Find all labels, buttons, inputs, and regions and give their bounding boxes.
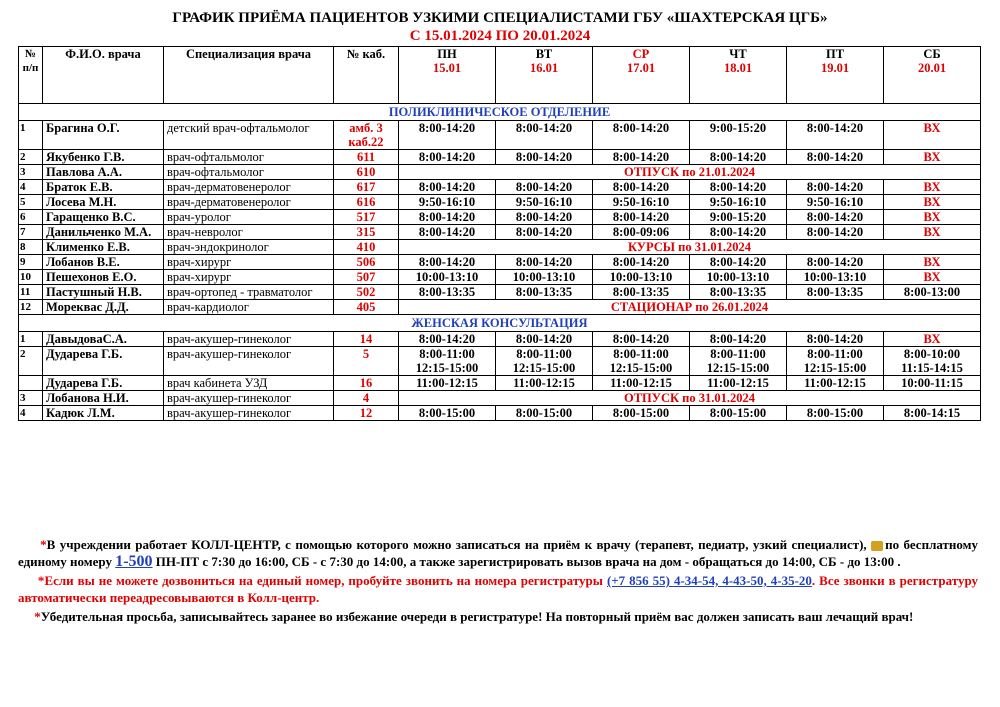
doctor-name: Пешехонов Е.О. xyxy=(43,270,164,285)
table-row xyxy=(19,150,981,165)
note-registry: *Если вы не можете дозвониться на единый номер, пробуйте звонить на номера регистратуры (+7 856 55) 4-34-54, 4-43-50, 4-35-20. Все звонки в регистратуру автоматически переадресовываются в Колл-центр. xyxy=(18,573,979,605)
schedule-cell: 8:00-11:00 12:15-15:00 xyxy=(496,347,593,376)
schedule-cell: 8:00-14:20 xyxy=(496,150,593,165)
schedule-cell: 8:00-14:20 xyxy=(399,210,496,225)
header-day-thu: ЧТ 18.01 xyxy=(690,47,787,104)
schedule-cell: 8:00-14:20 xyxy=(496,210,593,225)
schedule-cell: 10:00-13:10 xyxy=(496,270,593,285)
specialization: врач-акушер-гинеколог xyxy=(164,332,334,347)
row-number: 8 xyxy=(19,240,43,255)
schedule-cell: 8:00-14:20 xyxy=(593,121,690,150)
schedule-cell: 8:00-14:20 xyxy=(787,332,884,347)
schedule-cell: 8:00-14:20 xyxy=(593,150,690,165)
header-cab: № каб. xyxy=(334,47,399,104)
schedule-cell: 8:00-14:20 xyxy=(593,255,690,270)
header-day-mon: ПН 15.01 xyxy=(399,47,496,104)
schedule-cell: 9:50-16:10 xyxy=(496,195,593,210)
row-number: 12 xyxy=(19,300,43,315)
date-range: С 15.01.2024 ПО 20.01.2024 xyxy=(409,28,591,44)
doctor-name: Браток Е.В. xyxy=(43,180,164,195)
schedule-cell: 9:00-15:20 xyxy=(690,121,787,150)
schedule-cell: ВХ xyxy=(884,180,981,195)
schedule-cell: ВХ xyxy=(884,270,981,285)
specialization: врач-уролог xyxy=(164,210,334,225)
schedule-cell: 8:00-14:20 xyxy=(496,225,593,240)
specialization: врач-офтальмолог xyxy=(164,165,334,180)
schedule-cell: 9:50-16:10 xyxy=(690,195,787,210)
specialization: детский врач-офтальмолог xyxy=(164,121,334,150)
schedule-cell: 11:00-12:15 xyxy=(690,376,787,391)
row-number: 3 xyxy=(19,391,43,406)
schedule-cell: 10:00-13:10 xyxy=(787,270,884,285)
schedule-cell: 8:00-14:20 xyxy=(690,332,787,347)
schedule-cell: 8:00-11:00 12:15-15:00 xyxy=(690,347,787,376)
cabinet-number: 616 xyxy=(334,195,399,210)
schedule-cell: 8:00-15:00 xyxy=(690,406,787,421)
notes xyxy=(18,536,978,627)
note-call-center: *В учреждении работает КОЛЛ-ЦЕНТР, с помощью которого можно записаться на приём к врачу (терапевт, педиатр, узкий специалист), по бесплатному единому номеру 1-500 ПН-ПТ с 7:30 до 16:00, СБ - с 7:30 до 14:00, а также зарегистрировать вызов врача на дом - обращаться до 14:00, СБ - до 13:00 . xyxy=(18,537,979,570)
call-center-number[interactable]: 1-500 xyxy=(115,553,153,570)
schedule-cell: ВХ xyxy=(884,195,981,210)
schedule-cell: ВХ xyxy=(884,255,981,270)
row-number: 5 xyxy=(19,195,43,210)
schedule-cell: 8:00-14:20 xyxy=(593,332,690,347)
specialization: врач-акушер-гинеколог xyxy=(164,391,334,406)
section-title: ПОЛИКЛИНИЧЕСКОЕ ОТДЕЛЕНИЕ xyxy=(19,104,981,121)
cabinet-number: 507 xyxy=(334,270,399,285)
schedule-cell: 9:50-16:10 xyxy=(593,195,690,210)
section-row xyxy=(19,104,981,121)
cabinet-number: 4 xyxy=(334,391,399,406)
cabinet-number: 410 xyxy=(334,240,399,255)
schedule-cell: 10:00-13:10 xyxy=(690,270,787,285)
doctor-name: Павлова А.А. xyxy=(43,165,164,180)
header-day-tue: ВТ 16.01 xyxy=(496,47,593,104)
schedule-cell: 8:00-15:00 xyxy=(593,406,690,421)
schedule-cell: 8:00-14:20 xyxy=(787,255,884,270)
cabinet-number: 506 xyxy=(334,255,399,270)
table-row xyxy=(19,376,981,391)
schedule-cell: 8:00-14:20 xyxy=(690,225,787,240)
doctor-name: Дударева Г.Б. xyxy=(43,376,164,391)
schedule-cell: 8:00-14:20 xyxy=(399,121,496,150)
table-row xyxy=(19,332,981,347)
schedule-cell: 8:00-13:00 xyxy=(884,285,981,300)
schedule-cell: 8:00-14:20 xyxy=(787,210,884,225)
schedule-cell: 8:00-11:00 12:15-15:00 xyxy=(593,347,690,376)
schedule-cell: 9:50-16:10 xyxy=(787,195,884,210)
table-row xyxy=(19,300,981,315)
cabinet-number: 611 xyxy=(334,150,399,165)
schedule-cell: 8:00-13:35 xyxy=(690,285,787,300)
cabinet-number: 16 xyxy=(334,376,399,391)
specialization: врач-кардиолог xyxy=(164,300,334,315)
schedule-cell: 8:00-14:20 xyxy=(496,332,593,347)
schedule-cell: 8:00-14:20 xyxy=(690,150,787,165)
note-request: *Убедительная просьба, записывайтесь заранее во избежание очереди в регистратуре! На повторный приём вас должен записать ваш лечащий врач! xyxy=(34,609,914,624)
doctor-name: Якубенко Г.В. xyxy=(43,150,164,165)
status-note: КУРСЫ по 31.01.2024 xyxy=(399,240,981,255)
schedule-cell: 8:00-14:20 xyxy=(399,332,496,347)
schedule-cell: 8:00-13:35 xyxy=(399,285,496,300)
doctor-name: Клименко Е.В. xyxy=(43,240,164,255)
schedule-cell: ВХ xyxy=(884,121,981,150)
schedule-cell: ВХ xyxy=(884,210,981,225)
doctor-name: Брагина О.Г. xyxy=(43,121,164,150)
status-note: ОТПУСК по 31.01.2024 xyxy=(399,391,981,406)
table-row xyxy=(19,165,981,180)
schedule-cell: 8:00-14:20 xyxy=(496,121,593,150)
cabinet-number: 5 xyxy=(334,347,399,376)
table-row xyxy=(19,255,981,270)
schedule-cell: 8:00-13:35 xyxy=(787,285,884,300)
schedule-cell: 10:00-11:15 xyxy=(884,376,981,391)
row-number: 10 xyxy=(19,270,43,285)
cabinet-number: 315 xyxy=(334,225,399,240)
table-row xyxy=(19,180,981,195)
schedule-cell: ВХ xyxy=(884,332,981,347)
schedule-cell: 8:00-14:20 xyxy=(690,255,787,270)
doctor-name: Лобанов В.Е. xyxy=(43,255,164,270)
schedule-cell: 8:00-14:20 xyxy=(399,255,496,270)
row-number: 4 xyxy=(19,406,43,421)
doctor-name: Лобанова Н.И. xyxy=(43,391,164,406)
header-day-sat: СБ 20.01 xyxy=(884,47,981,104)
schedule-cell: 8:00-10:00 11:15-14:15 xyxy=(884,347,981,376)
schedule-cell: 8:00-14:20 xyxy=(787,180,884,195)
schedule-cell: 8:00-11:00 12:15-15:00 xyxy=(399,347,496,376)
header-day-fri: ПТ 19.01 xyxy=(787,47,884,104)
schedule-table xyxy=(18,46,981,421)
schedule-cell: 10:00-13:10 xyxy=(593,270,690,285)
cabinet-number: амб. 3 каб.22 xyxy=(334,121,399,150)
schedule-cell: ВХ xyxy=(884,225,981,240)
schedule-cell: 8:00-14:20 xyxy=(496,255,593,270)
cabinet-number: 12 xyxy=(334,406,399,421)
schedule-cell: 8:00-15:00 xyxy=(787,406,884,421)
row-number: 1 xyxy=(19,332,43,347)
row-number: 7 xyxy=(19,225,43,240)
section-title: ЖЕНСКАЯ КОНСУЛЬТАЦИЯ xyxy=(19,315,981,332)
table-row xyxy=(19,270,981,285)
schedule-cell: 8:00-14:20 xyxy=(399,180,496,195)
schedule-cell: 11:00-12:15 xyxy=(787,376,884,391)
schedule-cell: 8:00-14:20 xyxy=(399,225,496,240)
table-row xyxy=(19,391,981,406)
specialization: врач-невролог xyxy=(164,225,334,240)
schedule-cell: 9:50-16:10 xyxy=(399,195,496,210)
table-row xyxy=(19,210,981,225)
schedule-cell: 8:00-09:06 xyxy=(593,225,690,240)
cabinet-number: 610 xyxy=(334,165,399,180)
specialization: врач кабинета УЗД xyxy=(164,376,334,391)
specialization: врач-дерматовенеролог xyxy=(164,195,334,210)
header-num: № п/п xyxy=(19,47,43,104)
header-name: Ф.И.О. врача xyxy=(43,47,164,104)
schedule-cell: 8:00-13:35 xyxy=(593,285,690,300)
cabinet-number: 617 xyxy=(334,180,399,195)
schedule-cell: 8:00-14:20 xyxy=(787,150,884,165)
table-row xyxy=(19,121,981,150)
table-header-row xyxy=(19,47,981,104)
schedule-cell: 8:00-13:35 xyxy=(496,285,593,300)
schedule-cell: 11:00-12:15 xyxy=(399,376,496,391)
specialization: врач-дерматовенеролог xyxy=(164,180,334,195)
specialization: врач-хирург xyxy=(164,270,334,285)
header-day-wed: СР 17.01 xyxy=(593,47,690,104)
row-number: 4 xyxy=(19,180,43,195)
schedule-cell: 8:00-14:15 xyxy=(884,406,981,421)
header-spec: Специализация врача xyxy=(164,47,334,104)
row-number: 3 xyxy=(19,165,43,180)
schedule-cell: 11:00-12:15 xyxy=(496,376,593,391)
status-note: СТАЦИОНАР по 26.01.2024 xyxy=(399,300,981,315)
row-number: 2 xyxy=(19,150,43,165)
schedule-cell: 8:00-15:00 xyxy=(399,406,496,421)
doctor-name: Мореквас Д.Д. xyxy=(43,300,164,315)
schedule-cell: 9:00-15:20 xyxy=(690,210,787,225)
schedule-cell: 8:00-14:20 xyxy=(593,210,690,225)
table-row xyxy=(19,225,981,240)
cabinet-number: 502 xyxy=(334,285,399,300)
status-note: ОТПУСК по 21.01.2024 xyxy=(399,165,981,180)
table-row xyxy=(19,406,981,421)
schedule-cell: 11:00-12:15 xyxy=(593,376,690,391)
schedule-cell: ВХ xyxy=(884,150,981,165)
cabinet-number: 14 xyxy=(334,332,399,347)
schedule-cell: 8:00-14:20 xyxy=(593,180,690,195)
table-row xyxy=(19,240,981,255)
doctor-name: Кадюк Л.М. xyxy=(43,406,164,421)
phone-icon xyxy=(871,541,883,551)
doctor-name: Данильченко М.А. xyxy=(43,225,164,240)
row-number: 9 xyxy=(19,255,43,270)
table-row xyxy=(19,285,981,300)
specialization: врач-акушер-гинеколог xyxy=(164,347,334,376)
row-number: 11 xyxy=(19,285,43,300)
doctor-name: Пастушный Н.В. xyxy=(43,285,164,300)
schedule-cell: 8:00-14:20 xyxy=(690,180,787,195)
table-row xyxy=(19,347,981,376)
row-number: 6 xyxy=(19,210,43,225)
schedule-cell: 8:00-14:20 xyxy=(399,150,496,165)
document-title: ГРАФИК ПРИЁМА ПАЦИЕНТОВ УЗКИМИ СПЕЦИАЛИСТАМИ ГБУ «ШАХТЕРСКАЯ ЦГБ» xyxy=(172,10,828,26)
cabinet-number: 405 xyxy=(334,300,399,315)
section-row xyxy=(19,315,981,332)
cabinet-number: 517 xyxy=(334,210,399,225)
specialization: врач-офтальмолог xyxy=(164,150,334,165)
schedule-cell: 8:00-14:20 xyxy=(787,225,884,240)
table-row xyxy=(19,195,981,210)
schedule-cell: 8:00-14:20 xyxy=(496,180,593,195)
specialization: врач-ортопед - травматолог xyxy=(164,285,334,300)
doctor-name: ДавыдоваС.А. xyxy=(43,332,164,347)
schedule-cell: 8:00-15:00 xyxy=(496,406,593,421)
registry-phones[interactable]: (+7 856 55) 4-34-54, 4-43-50, 4-35-20 xyxy=(606,573,812,588)
row-number xyxy=(19,376,43,391)
doctor-name: Гаращенко В.С. xyxy=(43,210,164,225)
schedule-cell: 8:00-14:20 xyxy=(787,121,884,150)
specialization: врач-акушер-гинеколог xyxy=(164,406,334,421)
row-number: 1 xyxy=(19,121,43,150)
doctor-name: Дударева Г.Б. xyxy=(43,347,164,376)
schedule-cell: 10:00-13:10 xyxy=(399,270,496,285)
row-number: 2 xyxy=(19,347,43,376)
specialization: врач-хирург xyxy=(164,255,334,270)
schedule-cell: 8:00-11:00 12:15-15:00 xyxy=(787,347,884,376)
doctor-name: Лосева М.Н. xyxy=(43,195,164,210)
specialization: врач-эндокринолог xyxy=(164,240,334,255)
